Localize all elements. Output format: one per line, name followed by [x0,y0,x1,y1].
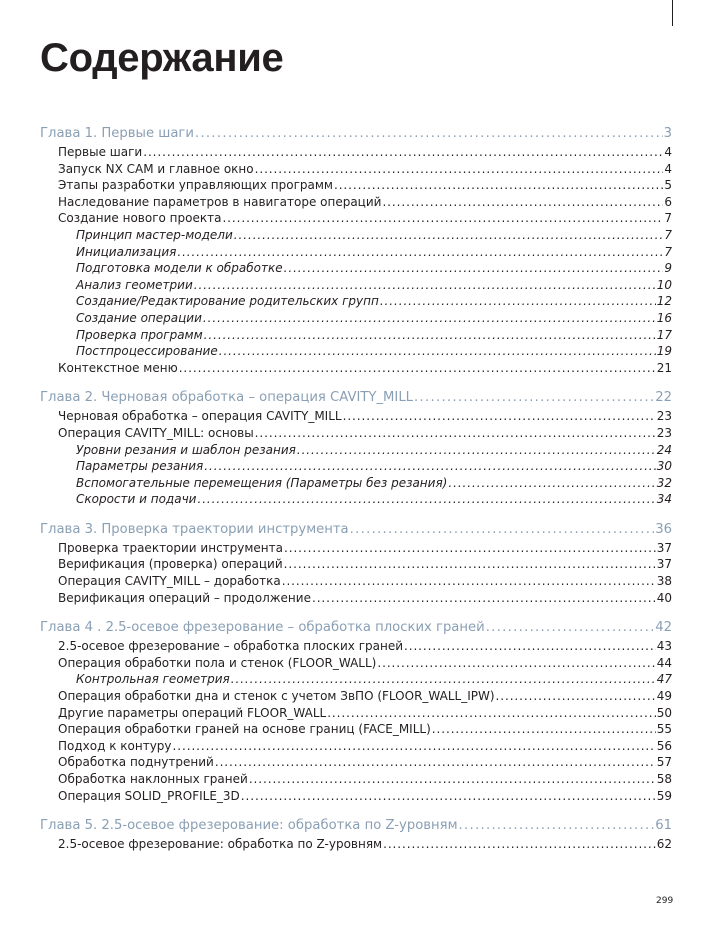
toc-entry[interactable] [40,327,672,344]
toc-chapter [40,388,672,508]
dot-leader [195,124,663,144]
toc-entry-title: Скорости и подачи [76,492,197,507]
toc-entry-title: Создание нового проекта [58,211,222,226]
toc-entry[interactable] [40,475,672,492]
dot-leader [203,310,656,327]
toc-entry-title: Уровни резания и шаблон резания [76,442,296,457]
toc-chapter-heading[interactable] [40,520,672,540]
toc-entry-page: 19 [656,344,672,359]
toc-entry-title: Первые шаги [58,145,143,159]
dot-leader [282,573,656,590]
toc-entry[interactable] [40,540,672,557]
toc-entry-title: Верификация операций – продолжение [58,590,311,605]
toc-entry[interactable] [40,408,672,425]
dot-leader [448,475,655,492]
dot-leader [343,408,656,425]
toc-entry-page: 7 [664,211,672,226]
dot-leader [284,540,656,557]
toc-entry[interactable] [40,638,672,655]
toc-entry-title: Глава 1. Первые шаги [40,126,194,141]
toc-entry-title: Постпроцессирование [76,344,218,359]
toc-entry-title: Другие параметры операций FLOOR_WALL [58,705,327,720]
toc-entry-title: 2.5-осевое фрезерование – обработка плоских граней [58,639,403,654]
toc-entry[interactable] [40,655,672,672]
toc-entry-title: Верификация (проверка) операций [58,557,283,572]
table-of-contents [40,124,672,865]
toc-entry-page: 4 [664,145,672,159]
toc-entry-page: 50 [656,705,672,720]
toc-chapter [40,520,672,606]
toc-entry-title: Обработка поднутрений [58,755,214,770]
toc-entry-page: 9 [664,261,672,276]
toc-entry[interactable] [40,310,672,327]
toc-entry[interactable] [40,210,672,227]
toc-entry-page: 42 [655,620,672,636]
toc-entry-title: Черновая обработка – операция CAVITY_MILL [58,409,342,424]
toc-entry[interactable] [40,771,672,788]
toc-entry-page: 59 [656,788,672,803]
toc-entry-title: Операция CAVITY_MILL – доработка [58,574,281,589]
dot-leader [327,705,656,722]
toc-entry-page: 16 [656,310,672,325]
toc-entry[interactable] [40,260,672,277]
dot-leader [204,327,656,344]
dot-leader [255,161,664,178]
toc-entry-page: 21 [656,360,672,375]
toc-entry[interactable] [40,144,672,161]
toc-entry[interactable] [40,705,672,722]
toc-entry-page: 7 [664,227,672,242]
toc-entry-page: 22 [655,390,672,406]
toc-entry[interactable] [40,738,672,755]
toc-entry-page: 10 [656,277,672,292]
toc-entry-title: Глава 4 . 2.5-осевое фрезерование – обработка плоских граней [40,620,485,636]
dot-leader [383,836,656,853]
toc-entry-title: Инициализация [76,244,177,259]
toc-entry[interactable] [40,161,672,178]
toc-entry-title: Операция CAVITY_MILL: основы [58,425,254,440]
toc-chapter-heading[interactable] [40,388,672,408]
toc-entry-page: 34 [656,492,672,507]
toc-entry-title: Операция SOLID_PROFILE_3D [58,788,240,803]
toc-entry[interactable] [40,590,672,607]
dot-leader [231,671,656,688]
toc-entry-title: 2.5-осевое фрезерование: обработка по Z-уровням [58,837,383,852]
toc-entry[interactable] [40,425,672,442]
toc-entry[interactable] [40,360,672,377]
toc-entry-page: 4 [664,161,672,176]
dot-leader [173,738,656,755]
dot-leader [234,227,664,244]
dot-leader [284,556,656,573]
toc-entry-title: Глава 3. Проверка траектории инструмента [40,521,349,537]
toc-entry[interactable] [40,244,672,261]
toc-entry-page: 44 [656,655,672,670]
toc-chapter [40,816,672,853]
toc-entry-page: 55 [656,722,672,737]
toc-entry-title: Запуск NX CAM и главное окно [58,161,254,176]
toc-entry-title: Операция обработки дна и стенок с учетом ЗвПО (FLOOR_WALL_IPW) [58,689,495,704]
page-number: 299 [656,896,674,906]
dot-leader [380,293,656,310]
dot-leader [350,520,655,540]
toc-entry-page: 49 [656,689,672,704]
toc-entry-title: Этапы разработки управляющих программ [58,178,333,193]
dot-leader [459,816,655,836]
toc-entry[interactable] [40,293,672,310]
toc-entry-page: 57 [656,755,672,770]
dot-leader [255,425,656,442]
toc-entry[interactable] [40,754,672,771]
dot-leader [496,688,656,705]
toc-entry-title: Глава 5. 2.5-осевое фрезерование: обработка по Z-уровням [40,818,458,834]
dot-leader [284,260,664,277]
toc-entry-page: 23 [656,409,672,424]
toc-entry[interactable] [40,177,672,194]
dot-leader [486,618,655,638]
dot-leader [197,491,655,508]
dot-leader [249,771,656,788]
toc-entry-page: 38 [656,574,672,589]
toc-entry-title: Проверка программ [76,327,203,342]
toc-entry-title: Операция обработки граней на основе границ (FACE_MILL) [58,722,431,737]
dot-leader [297,442,656,459]
toc-entry-page: 6 [664,194,672,209]
dot-leader [179,360,656,377]
toc-entry-title: Контрольная геометрия [76,672,230,687]
toc-entry-page: 40 [656,590,672,605]
dot-leader [177,244,663,261]
toc-entry[interactable] [40,442,672,459]
toc-entry-page: 7 [664,244,672,259]
dot-leader [414,388,654,408]
toc-entry[interactable] [40,836,672,853]
toc-entry-page: 32 [656,475,672,490]
toc-entry[interactable] [40,458,672,475]
toc-entry-title: Обработка наклонных граней [58,772,248,786]
toc-entry[interactable] [40,688,672,705]
toc-entry-title: Анализ геометрии [76,277,193,292]
dot-leader [222,210,663,227]
toc-entry-title: Параметры резания [76,459,204,474]
dot-leader [204,458,655,475]
toc-entry[interactable] [40,671,672,688]
toc-entry[interactable] [40,277,672,294]
toc-entry[interactable] [40,573,672,590]
dot-leader [334,177,663,194]
toc-entry-title: Проверка траектории инструмента [58,540,283,555]
toc-entry-page: 36 [655,521,672,537]
toc-entry-page: 5 [664,178,672,193]
toc-entry-title: Подход к контуру [58,738,172,753]
toc-entry-page: 62 [656,837,672,852]
toc-entry-page: 56 [656,738,672,753]
toc-entry-page: 3 [663,126,672,141]
toc-chapter-heading[interactable] [40,124,672,144]
dot-leader [377,655,655,672]
toc-entry-page: 43 [656,639,672,654]
crop-mark [672,0,673,26]
dot-leader [194,277,656,294]
toc-entry[interactable] [40,491,672,508]
toc-entry-title: Глава 2. Черновая обработка – операция CAVITY_MILL [40,390,414,406]
toc-entry-title: Операция обработки пола и стенок (FLOOR_WALL) [58,655,377,670]
toc-entry-page: 58 [656,772,672,786]
toc-entry-page: 23 [656,425,672,440]
dot-leader [312,590,656,607]
dot-leader [215,754,656,771]
toc-entry[interactable] [40,227,672,244]
toc-chapter-heading[interactable] [40,618,672,638]
toc-entry-page: 12 [656,294,672,309]
toc-entry-title: Подготовка модели к обработке [76,261,283,276]
dot-leader [143,144,663,161]
toc-entry-title: Создание/Редактирование родительских групп [76,294,379,309]
toc-chapter [40,124,672,376]
toc-entry[interactable] [40,721,672,738]
toc-entry-page: 37 [656,557,672,572]
dot-leader [404,638,656,655]
dot-leader [432,721,656,738]
toc-entry-page: 30 [656,459,672,474]
toc-chapter [40,618,672,804]
toc-entry-title: Контекстное меню [58,360,178,375]
toc-chapter-heading[interactable] [40,816,672,836]
dot-leader [382,194,663,211]
page-title: Содержание [40,36,284,80]
toc-entry[interactable] [40,556,672,573]
toc-entry-page: 61 [655,818,672,834]
toc-entry-title: Наследование параметров в навигаторе операций [58,194,382,209]
toc-entry-page: 24 [656,442,672,457]
dot-leader [219,343,656,360]
toc-entry[interactable] [40,194,672,211]
toc-entry[interactable] [40,343,672,360]
toc-entry-title: Создание операции [76,310,202,325]
toc-entry-title: Вспомогательные перемещения (Параметры без резания) [76,475,448,490]
toc-entry-page: 47 [656,672,672,687]
toc-entry-page: 37 [656,540,672,555]
toc-entry-page: 17 [656,327,672,342]
dot-leader [241,788,656,805]
toc-entry[interactable] [40,788,672,805]
toc-entry-title: Принцип мастер-модели [76,227,233,242]
